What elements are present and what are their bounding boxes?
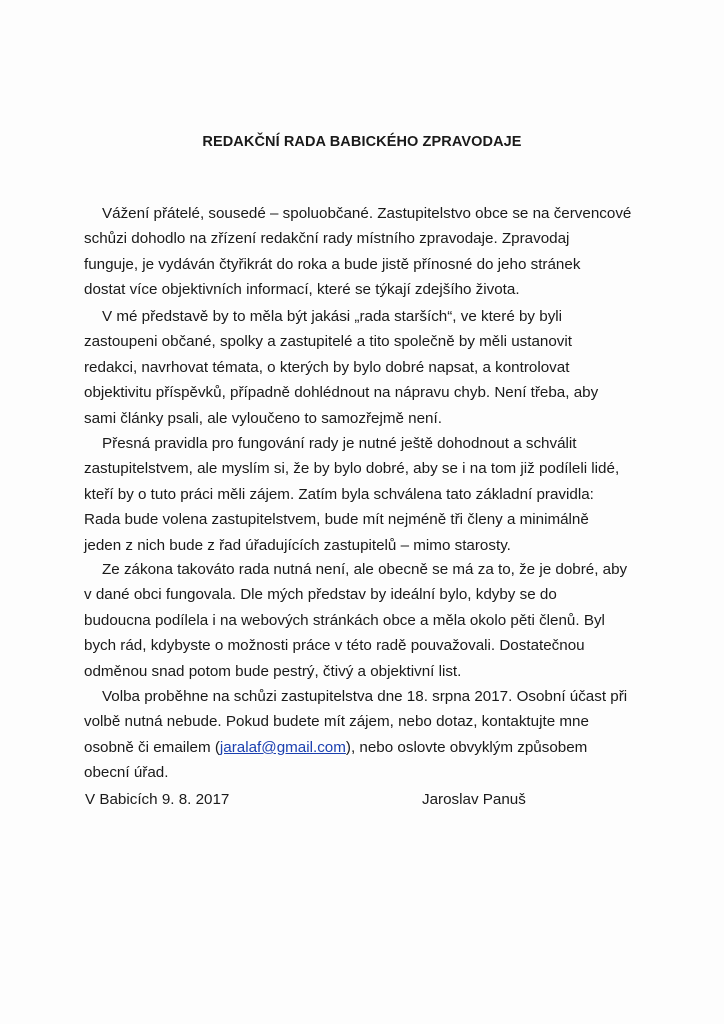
paragraph-line: Rada bude volena zastupitelstvem, bude mít nejméně tři členy a minimálně	[84, 511, 589, 529]
paragraph-line: Přesná pravidla pro fungování rady je nutné ještě dohodnout a schválit	[102, 435, 577, 452]
paragraph-line: zastoupeni občané, spolky a zastupitelé a tito společně by měli ustanovit	[84, 333, 572, 351]
paragraph-1	[84, 201, 632, 303]
paragraph-line: obecní úřad.	[84, 764, 169, 782]
email-line-prefix: osobně či emailem (	[84, 738, 220, 756]
paragraph-4	[84, 557, 628, 684]
paragraph-line: Volba proběhne na schůzi zastupitelstva dne 18. srpna 2017. Osobní účast při	[102, 688, 628, 705]
paragraph-line: schůzi dohodlo na zřízení redakční rady místního zpravodaje. Zpravodaj	[84, 230, 570, 248]
paragraph-line: odměnou snad potom bude pestrý, čtivý a objektivní list.	[84, 662, 462, 680]
paragraph-line: v dané obci fungovala. Dle mých představ by ideální bylo, kdyby se do	[84, 586, 557, 604]
paragraph-line: Vážení přátelé, sousedé – spoluobčané. Zastupitelstvo obce se na červencové	[102, 205, 632, 222]
paragraph-line: sami články psali, ale vyloučeno to samozřejmě není.	[84, 409, 442, 427]
paragraph-line: kteří by o tuto práci měli zájem. Zatím byla schválena tato základní pravidla:	[84, 485, 594, 503]
paragraph-line: budoucna podílela i na webových stránkách obce a měla okolo pěti členů. Byl	[84, 611, 605, 629]
paragraph-2	[84, 304, 624, 431]
document-title: REDAKČNÍ RADA BABICKÉHO ZPRAVODAJE	[202, 134, 522, 150]
paragraph-line: V mé představě by to měla být jakási „rada starších“, ve které by byli	[102, 308, 563, 325]
paragraph-5	[84, 684, 628, 786]
place-date: V Babicích 9. 8. 2017	[85, 791, 230, 808]
paragraph-line: funguje, je vydáván čtyřikrát do roka a bude jistě přínosné do jeho stránek	[84, 255, 581, 273]
paragraph-line: redakci, navrhovat témata, o kterých by bylo dobré napsat, a kontrolovat	[84, 358, 570, 376]
email-link[interactable]: jaralaf@gmail.com	[219, 738, 346, 756]
paragraph-line: bych rád, kdybyste o možnosti práce v této radě pouvažovali. Dostatečnou	[84, 637, 585, 655]
paragraph-line: zastupitelstvem, ale myslím si, že by bylo dobré, aby se i na tom již podíleli lidé,	[84, 460, 620, 478]
paragraph-line: jeden z nich bude z řad úřadujících zastupitelů – mimo starosty.	[84, 536, 511, 554]
paragraph-line: volbě nutná nebude. Pokud budete mít zájem, nebo dotaz, kontaktujte mne	[84, 713, 589, 731]
paragraph-line-with-email	[84, 735, 624, 760]
paragraph-line: objektivitu příspěvků, případně dohlédnout na nápravu chyb. Není třeba, aby	[84, 384, 599, 402]
paragraph-line: Ze zákona takováto rada nutná není, ale obecně se má za to, že je dobré, aby	[102, 561, 628, 578]
paragraph-line: dostat více objektivních informací, které se týkají zdejšího života.	[84, 281, 520, 299]
author-name: Jaroslav Panuš	[422, 791, 526, 808]
paragraph-3	[84, 431, 624, 558]
email-line-suffix: ), nebo oslovte obvyklým způsobem	[345, 738, 588, 756]
